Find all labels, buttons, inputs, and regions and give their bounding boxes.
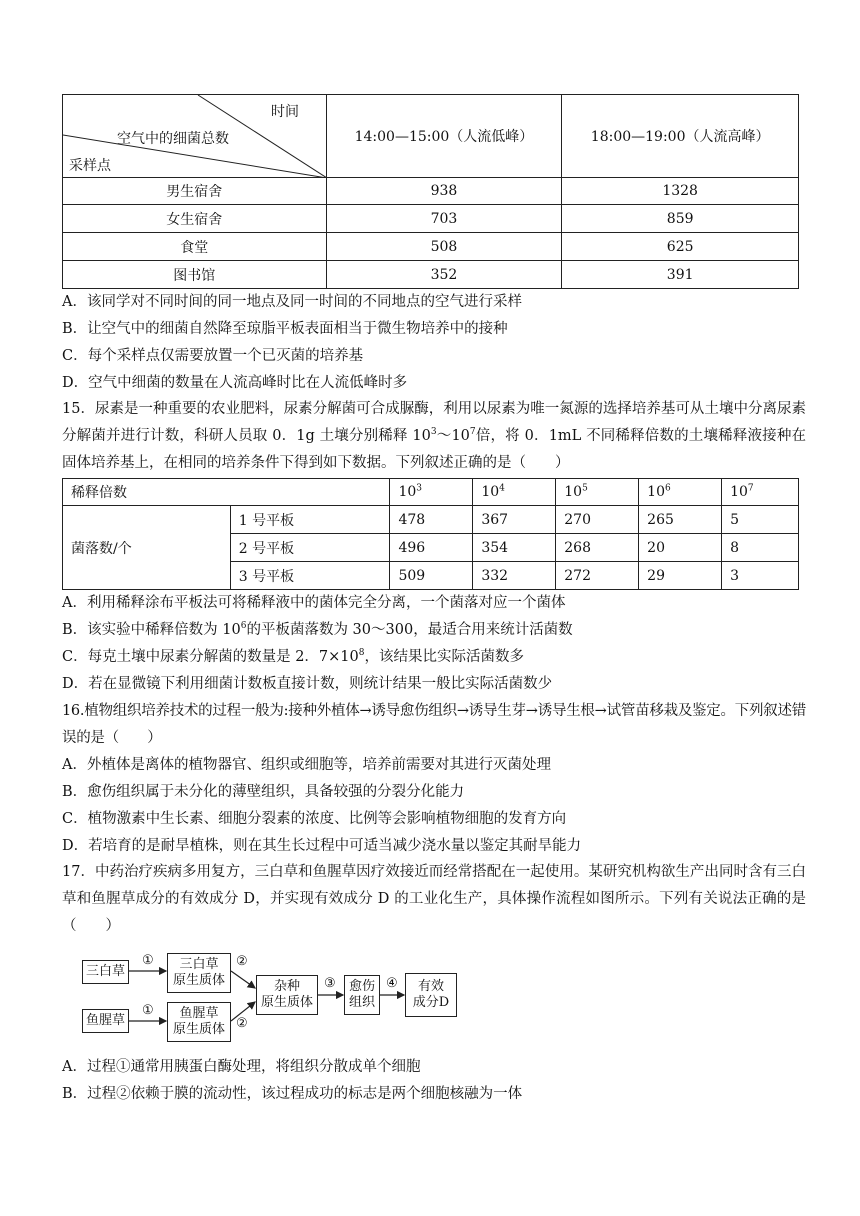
site-cell: 图书馆 <box>63 261 327 289</box>
q15-option-d: D．若在显微镜下利用细菌计数板直接计数，则统计结果一般比实际活菌数少 <box>62 676 553 692</box>
q17-stem: 17．中药治疗疾病多用复方，三白草和鱼腥草因疗效接近而经常搭配在一起使用。某研究机构欲生产出同时含有三白草和鱼腥草成分的有效成分 D，并实现有效成分 D 的工业化生产，具体操作流程如图所示。下列有关说法正确的是（ ） <box>62 864 806 934</box>
count-cell: 496 <box>390 534 473 562</box>
q16-option-c: C．植物激素中生长素、细胞分裂素的浓度、比例等会影响植物细胞的发育方向 <box>62 811 567 827</box>
count-cell: 29 <box>639 562 722 590</box>
count-cell: 265 <box>639 506 722 534</box>
count-cell: 354 <box>473 534 556 562</box>
q15-stem-text: 15．尿素是一种重要的农业肥料，尿素分解菌可合成脲酶，利用以尿素为唯一氮源的选择培养基可从土壤中分离尿素分解菌并进行计数，科研人员取 0．1g 土壤分别稀释 10 <box>62 401 806 444</box>
dilution-header: $10^7$ <box>722 479 799 506</box>
box-line: 原生质体 <box>260 995 313 1010</box>
colony-label: 菌落数/个 <box>63 506 231 590</box>
box-line: 三白草 <box>179 957 219 972</box>
q16-option-a: A．外植体是离体的植物器官、组织或细胞等，培养前需要对其进行灭菌处理 <box>62 757 551 773</box>
value-cell: 859 <box>562 205 799 233</box>
dilution-header: $10^6$ <box>639 479 722 506</box>
count-cell: 20 <box>639 534 722 562</box>
site-cell: 男生宿舍 <box>63 178 327 205</box>
count-cell: 5 <box>722 506 799 534</box>
dilution-header: $10^5$ <box>556 479 639 506</box>
callus-box <box>344 975 380 1015</box>
count-cell: 272 <box>556 562 639 590</box>
dilution-label: 稀释倍数 <box>63 479 390 506</box>
site-cell: 食堂 <box>63 233 327 261</box>
protoplast2-box <box>167 1002 231 1042</box>
q15-option-b-text: 的平板菌落数为 30～300，最适合用来统计活菌数 <box>246 622 573 638</box>
colony-count-table <box>62 478 799 590</box>
box-line: 成分D <box>412 995 450 1010</box>
q15-option-c-text: C．每克土壤中尿素分解菌的数量是 2．7×10 <box>62 649 359 665</box>
q17-option-a: A．过程①通常用胰蛋白酶处理，将组织分散成单个细胞 <box>62 1059 421 1075</box>
header-metric: 空气中的细菌总数 <box>117 131 229 147</box>
plant1-box: 三白草 <box>82 960 129 984</box>
q16-option-d: D．若培育的是耐旱植株，则在其生长过程中可适当减少浇水量以鉴定其耐旱能力 <box>62 838 582 854</box>
plate-name: 1 号平板 <box>230 506 390 534</box>
value-cell: 625 <box>562 233 799 261</box>
count-cell: 3 <box>722 562 799 590</box>
box-line: 有效 <box>417 979 444 994</box>
value-cell: 703 <box>326 205 562 233</box>
process-flow-diagram <box>62 946 462 1038</box>
q15-option-b <box>62 620 573 640</box>
step3-label: ③ <box>324 976 336 991</box>
box-line: 杂种 <box>273 979 300 994</box>
value-cell: 938 <box>326 178 562 205</box>
count-cell: 332 <box>473 562 556 590</box>
step1-label: ① <box>142 953 154 968</box>
plate-name: 2 号平板 <box>230 534 390 562</box>
q14-option-b: B．让空气中的细菌自然降至琼脂平板表面相当于微生物培养中的接种 <box>62 321 508 337</box>
table-row <box>63 233 799 261</box>
table-row <box>63 261 799 289</box>
value-cell: 391 <box>562 261 799 289</box>
box-line: 鱼腥草 <box>179 1006 219 1021</box>
count-cell: 509 <box>390 562 473 590</box>
box-line: 原生质体 <box>172 973 225 988</box>
q15-stem-text: ～10 <box>436 428 470 444</box>
product-d-box <box>405 973 457 1017</box>
q15-option-c-sup: 8 <box>358 648 365 659</box>
diagonal-header-cell <box>63 95 327 178</box>
dilution-header: $10^4$ <box>473 479 556 506</box>
table-row <box>63 178 799 205</box>
q15-stem-text: 倍，将 0．1mL 不同稀释倍数的土壤稀释液接种在固体培养基上，在相同的培养条件下得到如下数据。下列叙述正确的是（ ） <box>62 428 807 471</box>
step2-label: ② <box>236 1016 248 1031</box>
header-site: 采样点 <box>69 158 111 174</box>
q15-option-b-text: B．该实验中稀释倍数为 10 <box>62 622 241 638</box>
count-cell: 8 <box>722 534 799 562</box>
dilution-header: $10^3$ <box>390 479 473 506</box>
q14-option-c: C．每个采样点仅需要放置一个已灭菌的培养基 <box>62 348 364 364</box>
q14-option-a: A．该同学对不同时间的同一地点及同一时间的不同地点的空气进行采样 <box>62 294 522 310</box>
protoplast1-box <box>167 953 231 993</box>
step1-label: ① <box>142 1003 154 1018</box>
q15-option-a: A．利用稀释涂布平板法可将稀释液中的菌体完全分离，一个菌落对应一个菌体 <box>62 595 566 611</box>
step4-label: ④ <box>386 976 398 991</box>
count-cell: 268 <box>556 534 639 562</box>
value-cell: 1328 <box>562 178 799 205</box>
box-line: 原生质体 <box>172 1022 225 1037</box>
q15-option-b-sup: 6 <box>240 621 247 632</box>
box-line: 组织 <box>348 995 375 1010</box>
q15-stem <box>62 396 806 477</box>
value-cell: 352 <box>326 261 562 289</box>
table-row <box>63 205 799 233</box>
count-cell: 367 <box>473 506 556 534</box>
air-bacteria-table <box>62 94 799 289</box>
col-low-peak: 14:00—15:00（人流低峰） <box>326 95 562 178</box>
box-line: 愈伤 <box>348 979 375 994</box>
q15-option-c-text: ，该结果比实际活菌数多 <box>364 649 524 665</box>
q15-option-c <box>62 647 524 667</box>
count-cell: 270 <box>556 506 639 534</box>
q17-option-b: B．过程②依赖于膜的流动性，该过程成功的标志是两个细胞核融为一体 <box>62 1086 523 1102</box>
q16-stem: 16.植物组织培养技术的过程一般为:接种外植体→诱导愈伤组织→诱导生芽→诱导生根→试管苗移栽及鉴定。下列叙述错误的是（ ） <box>62 703 806 746</box>
table-row <box>63 506 799 534</box>
step2-label: ② <box>236 954 248 969</box>
q15-stem-sup: 3 <box>430 427 437 438</box>
hybrid-protoplast-box <box>256 975 318 1015</box>
col-high-peak: 18:00—19:00（人流高峰） <box>562 95 799 178</box>
header-time: 时间 <box>271 104 299 120</box>
value-cell: 508 <box>326 233 562 261</box>
plant2-box: 鱼腥草 <box>82 1009 129 1033</box>
q15-stem-sup: 7 <box>469 427 476 438</box>
q14-option-d: D．空气中细菌的数量在人流高峰时比在人流低峰时多 <box>62 375 408 391</box>
plate-name: 3 号平板 <box>230 562 390 590</box>
q16-option-b: B．愈伤组织属于未分化的薄壁组织，具备较强的分裂分化能力 <box>62 784 465 800</box>
count-cell: 478 <box>390 506 473 534</box>
site-cell: 女生宿舍 <box>63 205 327 233</box>
